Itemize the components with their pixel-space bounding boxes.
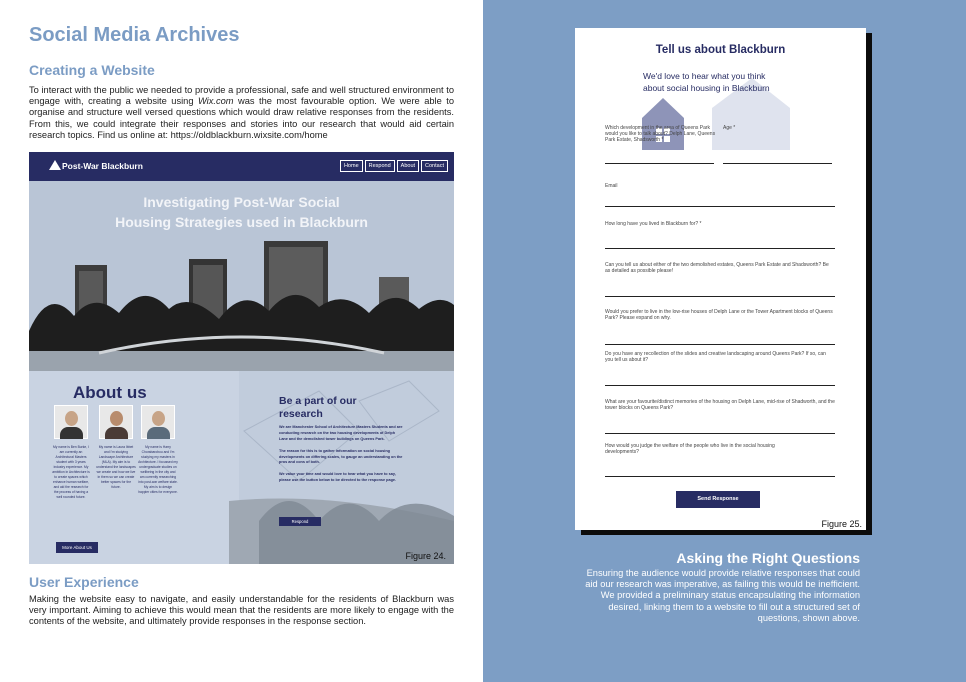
page-title: Social Media Archives: [29, 24, 240, 46]
label-demolished-estates: Can you tell us about either of the two demolished estates, Queens Park Estate and Shadsworth? Be as detailed as possible please!: [605, 262, 829, 274]
age-field[interactable]: [723, 163, 832, 164]
avatar: [99, 405, 133, 439]
how-long-field[interactable]: [605, 248, 835, 249]
label-age: Age *: [723, 125, 736, 131]
section-paragraph-user-experience: Making the website easy to navigate, and easily understandable for the residents of Blackburn was very important. Aiming to achieve this would mean that the residents are more likely to engage with the contents of the website, and ultimately provide responses in the response section.: [29, 594, 454, 627]
form-title: Tell us about Blackburn: [655, 44, 786, 56]
demolished-estates-field[interactable]: [605, 296, 835, 297]
welfare-field[interactable]: [605, 476, 835, 477]
section-paragraph-right-questions: Ensuring the audience would provide relative responses that could aid our research was imperative, as failing this would be inefficient. We provided a preliminary status encapsulating the information desired, linking them to a website to fill out a structured set of questions, shown above.: [585, 568, 860, 623]
memories-field[interactable]: [605, 433, 835, 434]
label-how-long: How long have you lived in Blackburn for? *: [605, 221, 702, 227]
website-navbar: [29, 152, 454, 181]
label-email: Email: [605, 183, 618, 189]
more-about-us-button[interactable]: More About Us: [56, 542, 98, 553]
website-screenshot: [29, 152, 454, 564]
label-slides: Do you have any recollection of the slides and creative landscaping around Queens Park? If so, can you tell us about it?: [605, 351, 826, 363]
figure-caption: Figure 24.: [405, 551, 446, 561]
label-memories: What are your favourite/distinct memories of the housing on Delph Lane, mid-rise of Shadworth, and the tower blocks on Queens Park?: [605, 399, 835, 411]
prefer-housing-field[interactable]: [605, 344, 835, 345]
email-field[interactable]: [605, 206, 835, 207]
development-field[interactable]: [605, 163, 714, 164]
label-prefer-housing: Would you prefer to live in the low-rise houses of Delph Lane or the Tower Apartment blocks of Queens Park? Please expand on why.: [605, 309, 833, 321]
label-welfare: How would you judge the welfare of the people who live in the social housing developments?: [605, 443, 775, 455]
bio-text: My name is Harry Chorabarobou and I'm studying my masters in Architecture. I focussed my undergraduate studies on wellbeing in the city and am currently researching into post-war welfare state. My aim is to design happier cities for everyone.: [138, 445, 178, 494]
hero-title: Investigating Post-War Social Housing Strategies used in Blackburn: [115, 194, 368, 230]
avatar: [141, 405, 175, 439]
label-development: Which development in the area of Queens Park would you like to talk about? Delph Lane, Queens Park Estate, Shadsworth *: [605, 125, 716, 143]
form-subtitle: We'd love to hear what you think about social housing in Blackburn: [643, 71, 770, 93]
respond-button[interactable]: Respond: [279, 517, 321, 526]
send-response-button[interactable]: Send Response: [676, 491, 760, 508]
about-section: [29, 371, 454, 564]
hero-section: [29, 181, 454, 371]
slides-field[interactable]: [605, 385, 835, 386]
house-logo-icon: [49, 160, 61, 170]
website-nav-menu: [340, 160, 448, 172]
be-part-text: We are Manchester School of Architecture Masters Students and are conducting research on the two housing developments of Delph Lane and the demolished tower buildings on Queens Park. The reason for this is to gather information on social housing developments on differing scales, to gauge an understanding on the pros and cons of both. We value your time and would love to hear what you have to say, please use the button below to be directed to the response page.: [279, 425, 403, 483]
bio-text: My name is Laura Ibbet and I'm studying Landscape Architecture (MLA). My aim is to understand the landscapes we create and how we live in them so we can create better spaces for the future.: [96, 445, 136, 489]
right-page: [483, 0, 966, 682]
section-heading-creating-website: Creating a Website: [29, 62, 155, 78]
about-title: About us: [73, 383, 147, 402]
section-heading-right-questions: Asking the Right Questions: [676, 550, 860, 566]
figure-caption: Figure 25.: [821, 519, 862, 529]
survey-form-screenshot: [575, 28, 866, 530]
website-logo[interactable]: Post-War Blackburn: [62, 161, 143, 171]
avatar: [54, 405, 88, 439]
nav-about[interactable]: About: [397, 160, 419, 172]
section-heading-user-experience: User Experience: [29, 574, 139, 590]
nav-home[interactable]: Home: [340, 160, 363, 172]
bio-text: My name is Ben Burke, I am currently an Architectural Masters student with 3 years industry experience. My ambition in Architecture is to create spaces which enhance human welfare, and aid the research for the process of having a well rounded future.: [52, 445, 90, 499]
section-paragraph-creating-website: To interact with the public we needed to provide a professional, safe and well structured environment to engage with, creating a website using Wix.com was the most favourable option. We were able to organise and structure well versed questions which would draw relative responses from the residents. From this, we could integrate their responses and stories into our research that would aid certain research topics. Find us online at: https://oldblackburn.wixsite.com/home: [29, 85, 454, 140]
nav-contact[interactable]: Contact: [421, 160, 448, 172]
be-part-title: Be a part of our research: [279, 395, 357, 420]
nav-respond[interactable]: Respond: [365, 160, 395, 172]
